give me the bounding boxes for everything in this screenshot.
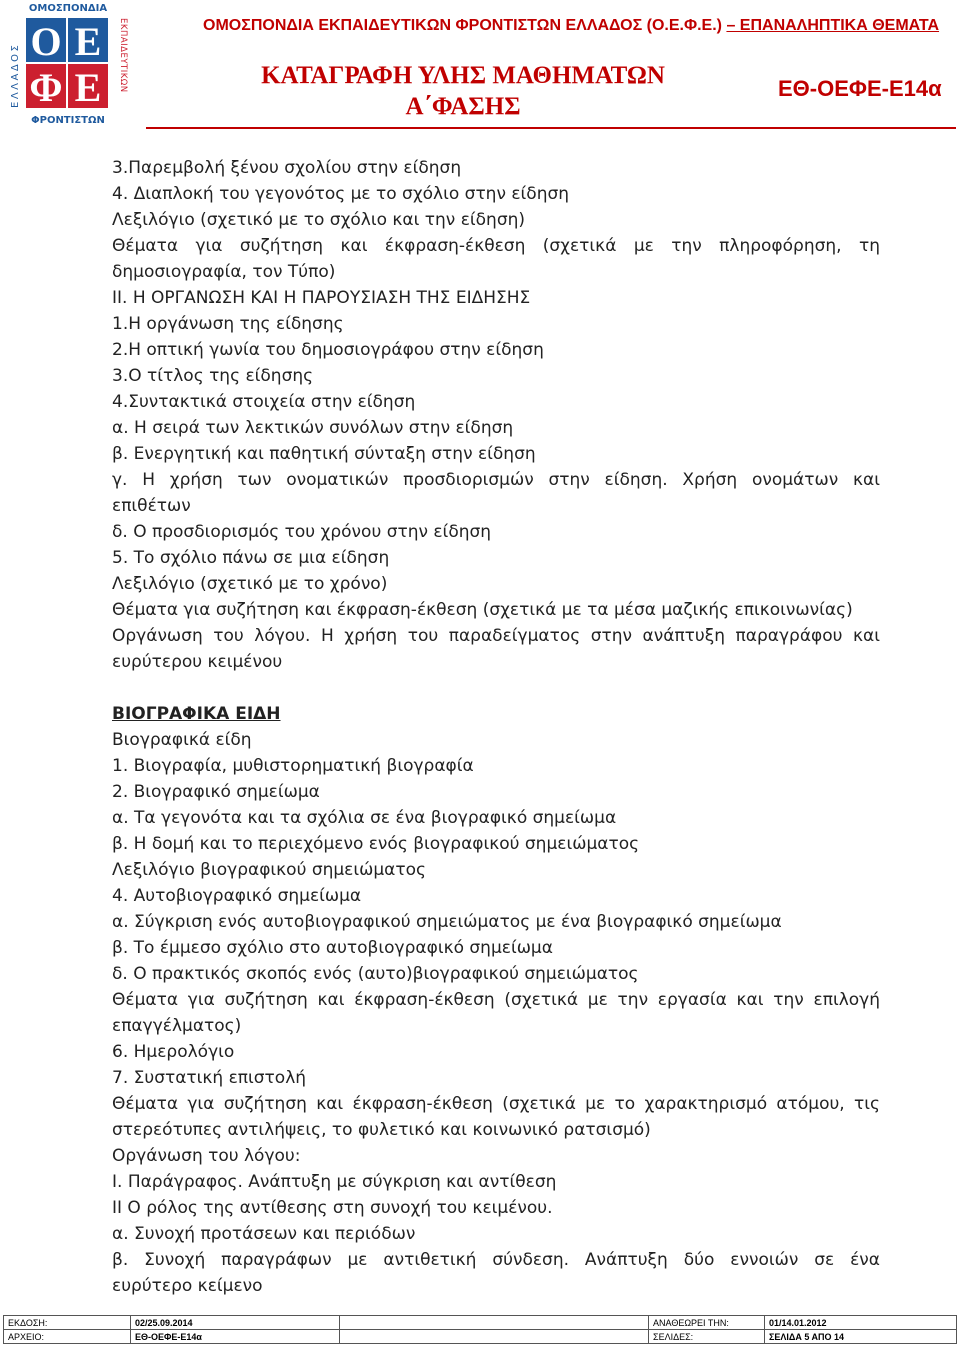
document-title bbox=[243, 60, 683, 122]
text-line: 2. Βιογραφικό σημείωμα bbox=[112, 782, 320, 802]
logo-letter-o: Ο bbox=[30, 19, 62, 64]
text-line: α. Συνοχή προτάσεων και περιόδων bbox=[112, 1224, 416, 1244]
document-title-line-1: ΚΑΤΑΓΡΑΦΗ ΥΛΗΣ ΜΑΘΗΜΑΤΩΝ bbox=[261, 62, 665, 89]
text-line: 4. Αυτοβιογραφικό σημείωμα bbox=[112, 886, 362, 906]
text-line: Λεξιλόγιο βιογραφικού σημειώματος bbox=[112, 860, 426, 880]
footer-row bbox=[4, 1330, 957, 1344]
logo-side-left: ΕΛΛΑΔΟΣ bbox=[10, 42, 21, 108]
logo-arc-top: ΟΜΟΣΠΟΝΔΙΑ bbox=[28, 3, 108, 14]
footer-file-label: ΑΡΧΕΙΟ: bbox=[4, 1330, 131, 1344]
text-line: α. Η σειρά των λεκτικών συνόλων στην είδηση bbox=[112, 418, 514, 438]
footer-pages-value: ΣΕΛΙΔΑ 5 ΑΠΟ 14 bbox=[765, 1330, 957, 1344]
text-line: 1.Η οργάνωση της είδησης bbox=[112, 314, 344, 334]
text-line: δ. Ο πρακτικός σκοπός ενός (αυτο)βιογραφικού σημειώματος bbox=[112, 964, 639, 984]
text-line: 3.Ο τίτλος της είδησης bbox=[112, 366, 314, 386]
text-line: ευρύτερου κειμένου bbox=[112, 652, 283, 672]
organization-name: ΟΜΟΣΠΟΝΔΙΑ ΕΚΠΑΙΔΕΥΤΙΚΩΝ ΦΡΟΝΤΙΣΤΩΝ ΕΛΛΑΔΟΣ (Ο.Ε.Φ.Ε.) bbox=[203, 17, 722, 34]
text-line: 2.Η οπτική γωνία του δημοσιογράφου στην είδηση bbox=[112, 340, 544, 360]
footer-row bbox=[4, 1316, 957, 1330]
text-line: α. Σύγκριση ενός αυτοβιογραφικού σημειώματος με ένα βιογραφικό σημείωμα bbox=[112, 912, 782, 932]
text-line: α. Τα γεγονότα και τα σχόλια σε ένα βιογραφικό σημείωμα bbox=[112, 808, 617, 828]
text-line: β. Ενεργητική και παθητική σύνταξη στην είδηση bbox=[112, 444, 536, 464]
text-line: δ. Ο προσδιορισμός του χρόνου στην είδηση bbox=[112, 522, 492, 542]
document-title-line-2: Α΄ΦΑΣΗΣ bbox=[405, 93, 521, 120]
page-header bbox=[0, 0, 960, 130]
footer-file-value: ΕΘ-ΟΕΦΕ-Ε14α bbox=[131, 1330, 340, 1344]
header-divider bbox=[146, 127, 956, 129]
text-line: Θέματα για συζήτηση και έκφραση-έκθεση (σχετικά με τα μέσα μαζικής επικοινωνίας) bbox=[112, 600, 853, 620]
text-line: Λεξιλόγιο (σχετικό με το σχόλιο και την είδηση) bbox=[112, 210, 526, 230]
footer-revision-value: 01/14.01.2012 bbox=[765, 1316, 957, 1330]
oefe-logo bbox=[2, 0, 134, 130]
blank-line bbox=[112, 675, 880, 701]
logo-side-right: ΕΚΠΑΙΔΕΥΤΙΚΩΝ bbox=[118, 18, 128, 93]
text-line: 6. Ημερολόγιο bbox=[112, 1042, 235, 1062]
logo-letter-f: Φ bbox=[29, 65, 63, 110]
text-line: Οργάνωση του λόγου: bbox=[112, 1146, 301, 1166]
text-line: β. Συνοχή παραγράφων με αντιθετική σύνδεση. Ανάπτυξη δύο εννοιών σε ένα bbox=[112, 1250, 880, 1270]
text-line: στερεότυπες αντιλήψεις, το φυλετικό και κοινωνικό ρατσισμό) bbox=[112, 1120, 651, 1140]
section-heading: ΙΙ. Η ΟΡΓΑΝΩΣΗ ΚΑΙ Η ΠΑΡΟΥΣΙΑΣΗ ΤΗΣ ΕΙΔΗΣΗΣ bbox=[112, 288, 531, 308]
text-line: επαγγέλματος) bbox=[112, 1016, 242, 1036]
document-body bbox=[112, 155, 880, 1299]
document-footer bbox=[3, 1315, 957, 1344]
text-line: 1. Βιογραφία, μυθιστορηματική βιογραφία bbox=[112, 756, 474, 776]
organization-line bbox=[203, 17, 943, 35]
text-line: Οργάνωση του λόγου. Η χρήση του παραδείγματος στην ανάπτυξη παραγράφου και bbox=[112, 626, 880, 646]
text-line: γ. Η χρήση των ονοματικών προσδιορισμών στην είδηση. Χρήση ονομάτων και bbox=[112, 470, 880, 490]
text-line: 7. Συστατική επιστολή bbox=[112, 1068, 307, 1088]
footer-revision-label: ΑΝΑΘΕΩΡΕΙ ΤΗΝ: bbox=[649, 1316, 765, 1330]
text-line: Λεξιλόγιο (σχετικό με το χρόνο) bbox=[112, 574, 388, 594]
organization-subtitle: – ΕΠΑΝΑΛΗΠΤΙΚΑ ΘΕΜΑΤΑ bbox=[726, 17, 940, 34]
text-line: 4. Διαπλοκή του γεγονότος με το σχόλιο στην είδηση bbox=[112, 184, 570, 204]
text-line: Ι. Παράγραφος. Ανάπτυξη με σύγκριση και αντίθεση bbox=[112, 1172, 557, 1192]
text-line: 4.Συντακτικά στοιχεία στην είδηση bbox=[112, 392, 416, 412]
text-line: β. Το έμμεσο σχόλιο στο αυτοβιογραφικό σημείωμα bbox=[112, 938, 553, 958]
document-code: ΕΘ-ΟΕΦΕ-Ε14α bbox=[778, 76, 942, 101]
text-line: β. Η δομή και το περιεχόμενο ενός βιογραφικού σημειώματος bbox=[112, 834, 640, 854]
footer-spacer bbox=[340, 1316, 649, 1330]
footer-edition-label: ΕΚΔΟΣΗ: bbox=[4, 1316, 131, 1330]
text-line: δημοσιογραφία, τον Τύπο) bbox=[112, 262, 336, 282]
text-line: επιθέτων bbox=[112, 496, 191, 516]
text-line: ευρύτερο κείμενο bbox=[112, 1276, 263, 1296]
footer-spacer bbox=[340, 1330, 649, 1344]
text-line: 3.Παρεμβολή ξένου σχολίου στην είδηση bbox=[112, 158, 462, 178]
text-line: 5. Το σχόλιο πάνω σε μια είδηση bbox=[112, 548, 390, 568]
text-line: Θέματα για συζήτηση και έκφραση-έκθεση (σχετικά με την εργασία και την επιλογή bbox=[112, 990, 880, 1010]
footer-pages-label: ΣΕΛΙΔΕΣ: bbox=[649, 1330, 765, 1344]
logo-letter-e2: Ε bbox=[74, 65, 102, 110]
logo-arc-bottom: ΦΡΟΝΤΙΣΤΩΝ bbox=[31, 115, 105, 126]
text-line: Θέματα για συζήτηση και έκφραση-έκθεση (σχετικά με την πληροφόρηση, τη bbox=[112, 236, 880, 256]
text-line: Βιογραφικά είδη bbox=[112, 730, 252, 750]
text-line: Θέματα για συζήτηση και έκφραση-έκθεση (σχετικά με το χαρακτηρισμό ατόμου, τις bbox=[112, 1094, 880, 1114]
text-line: ΙΙ Ο ρόλος της αντίθεσης στη συνοχή του κειμένου. bbox=[112, 1198, 553, 1218]
section-heading-biographical: ΒΙΟΓΡΑΦΙΚΑ ΕΙΔΗ bbox=[112, 704, 281, 724]
logo-letter-e1: Ε bbox=[74, 19, 102, 64]
footer-edition-value: 02/25.09.2014 bbox=[131, 1316, 340, 1330]
